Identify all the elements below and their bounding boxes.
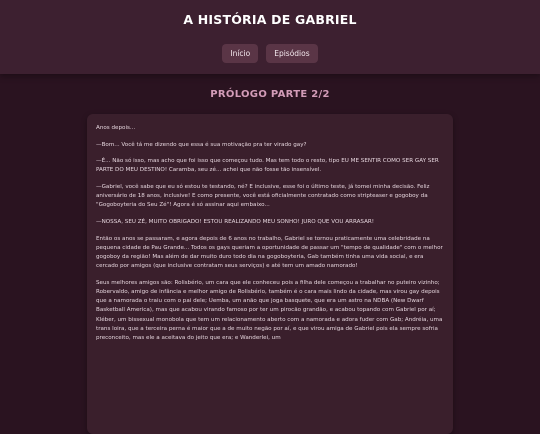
site-title: A HISTÓRIA DE GABRIEL: [183, 12, 357, 27]
story-paragraph: Anos depois...: [96, 125, 136, 131]
story-text: [87, 114, 453, 343]
story-paragraph: —Gabriel, você sabe que eu só estou te testando, né? E inclusive, esse foi o último teste, já tomei minha decisão. Feliz aniversário de 18 anos, inclusive! E como presente, você está oficialmente contratado como stripteaser e gogoboy da "Gogoboyteria do Seu Zé"! Agora é só assinar aqui embaixo...: [96, 183, 430, 209]
story-paragraph: Seus melhores amigos são: Rolisbério, um cara que ele conheceu pois a filha dele começou a trabalhar no puteiro vizinho; Robervaldo, amigo de infância e melhor amigo de Rolisbério, também é o cara mais lindo da cidade, mas virou gay depois que a namorada o traiu com o pai dele; Uemba, um anão que joga basquete, que era um astro na NDBA (New Dwarf Basketball America), mas que acabou virando famoso por ter um pirocão grandão, e acabou topando com Gabriel por aí; Kléber, um bissexual monobola que tem um relacionamento aberto com a namorada e adora fuder com Gab; Andréia, uma trans loira, que a terceira perna é maior que a de muito negão por aí, e que virou amiga de Gabriel pois ela sempre sofria preconceito, mas ele a aceitava do jeito que era; e Wanderlei, um: [96, 279, 443, 341]
story-paragraph: —NOSSA, SEU ZÉ, MUITO OBRIGADO! ESTOU REALIZANDO MEU SONHO! JURO QUE VOU ARRASAR!: [96, 218, 375, 225]
story-card: [87, 114, 453, 434]
chapter-title: PRÓLOGO PARTE 2/2: [210, 89, 330, 100]
site-header: [0, 0, 540, 74]
story-paragraph: —Bom... Você tá me dizendo que essa é sua motivação pra ter virado gay?: [96, 141, 307, 148]
nav-episodes-button[interactable]: Episódios: [266, 44, 317, 63]
story-paragraph: —É... Não só isso, mas acho que foi isso que começou tudo. Mas tem todo o resto, tipo EU ME SENTIR COMO SER GAY SER PARTE DO MEU DESTINO! Caramba, seu zé... achei que não fosse tão insensível.: [96, 158, 439, 174]
main-nav: [0, 44, 540, 63]
nav-home-button[interactable]: Início: [222, 44, 258, 63]
story-paragraph: Então os anos se passaram, e agora depois de 6 anos no trabalho, Gabriel se tornou praticamente uma celebridade na pequena cidade de Pau Grande... Todos os gays queriam a oportunidade de passar um "tempo de qualidade" com o melhor gogoboy da região! Mas além de dar muito duro todo dia na gogoboyteria, Gab também tinha uma vida social, e era cercado por amigos (que inclusive contratam seus serviços) e até tem um amado namorado!: [96, 235, 443, 270]
